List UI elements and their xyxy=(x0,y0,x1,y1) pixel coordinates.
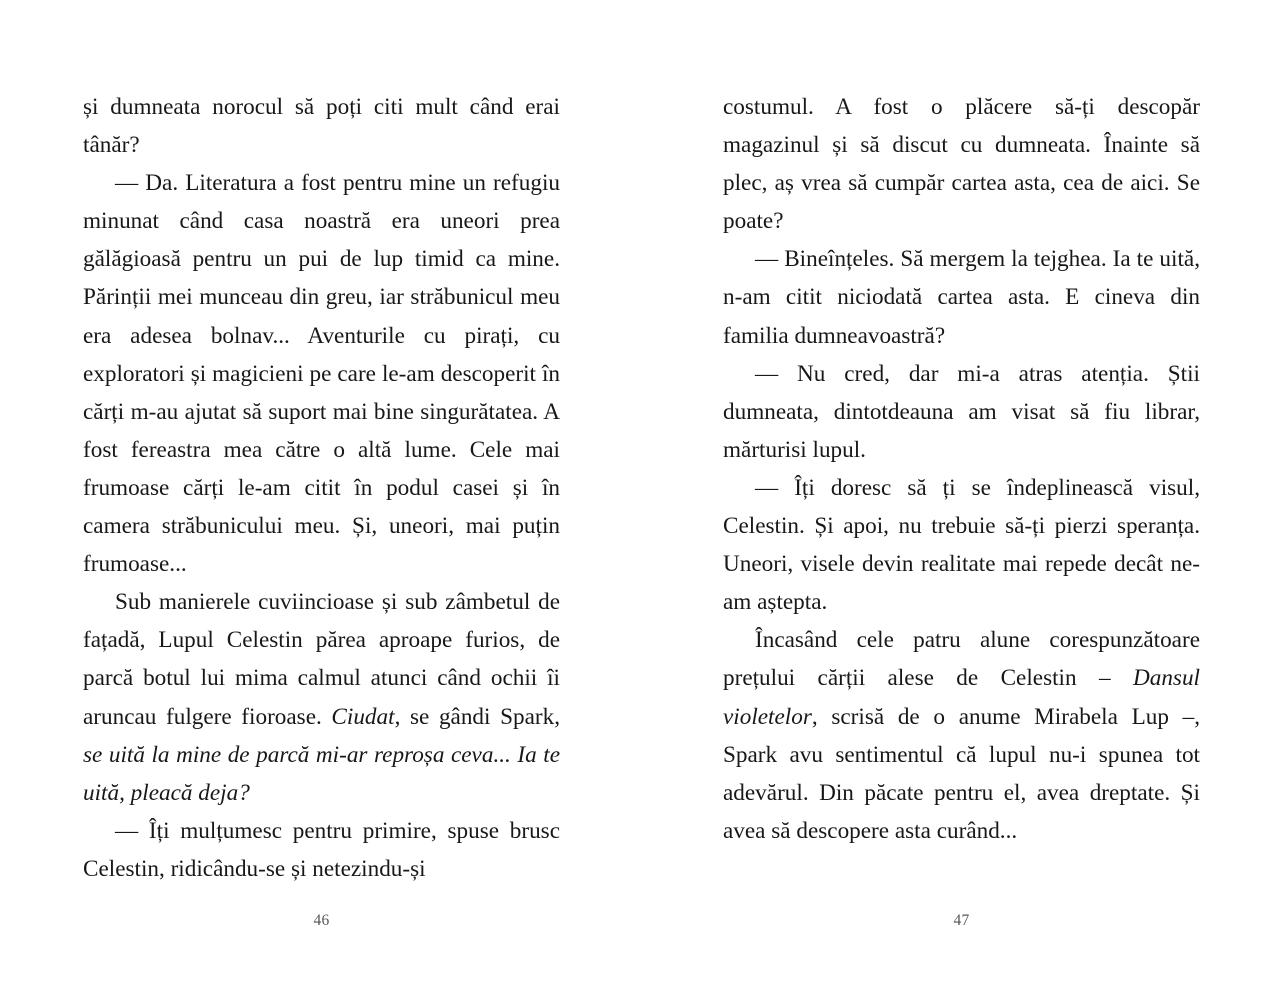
paragraph-dialogue: — Da. Literatura a fost pentru mine un refugiu minunat când casa noastră era uneori prea gălăgioasă pentru un pui de lup timid ca mine. Părinții mei munceau din greu, iar străbunicul meu era adesea bolnav... Aventurile cu pirați, cu exploratori și magicieni pe care le-am descoperit în cărți m-au ajutat să suport mai bine singurătatea. A fost fereastra mea către o altă lume. Cele mai frumoase cărți le-am citit în podul casei și în camera străbunicului meu. Și, uneori, mai puțin frumoase... xyxy=(83,170,560,578)
paragraph-dialogue: — Îți doresc să ți se îndeplinească visul, Celestin. Și apoi, nu trebuie să-ți pierzi speranța. Uneori, visele devin realitate mai repede decât ne-am aștepta. xyxy=(723,474,1200,616)
paragraph-dialogue: — Bineînțeles. Să mergem la tejghea. Ia te uită, n-am citit niciodată cartea asta. E cineva din familia dumneavoastră? xyxy=(723,246,1200,349)
paragraph-text-run: , scrisă de o anume Mirabela Lup –, Spark avu sentimentul că lupul nu-i spunea tot adevărul. Din păcate pentru el, avea dreptate. Și avea să descopere asta curând... xyxy=(723,703,1200,844)
italic-inner-thought: se uită la mine de parcă mi-ar reproșa ceva... Ia te uită, pleacă deja? xyxy=(83,741,560,806)
paragraph-dialogue: — Nu cred, dar mi-a atras atenția. Știi dumneata, dintotdeauna am visat să fiu librar, mărturisi lupul. xyxy=(723,360,1200,463)
paragraph: costumul. A fost o plăcere să-ți descopăr magazinul și să discut cu dumneata. Înainte să plec, aș vrea să cumpăr cartea asta, cea de aici. Se poate? xyxy=(723,94,1200,235)
paragraph-text-run: Încasând cele patru alune corespunzătoare prețului cărții alese de Celestin – xyxy=(723,627,1200,692)
page-number: 47 xyxy=(953,912,970,929)
page-number: 46 xyxy=(313,912,330,929)
italic-book-title: Dansul violetelor xyxy=(723,665,1200,730)
paragraph: și dumneata norocul să poți citi mult când erai tânăr? xyxy=(83,94,560,159)
left-column-text xyxy=(83,88,560,888)
paragraph-mixed xyxy=(83,583,560,812)
paragraph-dialogue: — Îți mulțumesc pentru primire, spuse brusc Celestin, ridicându-se și netezindu-și xyxy=(83,817,560,882)
italic-emphasis: Ciudat xyxy=(331,703,395,730)
paragraph-text-run: Sub manierele cuviincioase și sub zâmbetul de fațadă, Lupul Celestin părea aproape furios, de parcă botul lui mima calmul atunci când ochii îi aruncau fulgere fioroase. xyxy=(83,589,560,730)
paragraph-text-run: , se gândi Spark, xyxy=(394,703,560,730)
right-column-text xyxy=(723,88,1200,850)
page-right xyxy=(640,0,1280,984)
paragraph-mixed xyxy=(723,621,1200,850)
